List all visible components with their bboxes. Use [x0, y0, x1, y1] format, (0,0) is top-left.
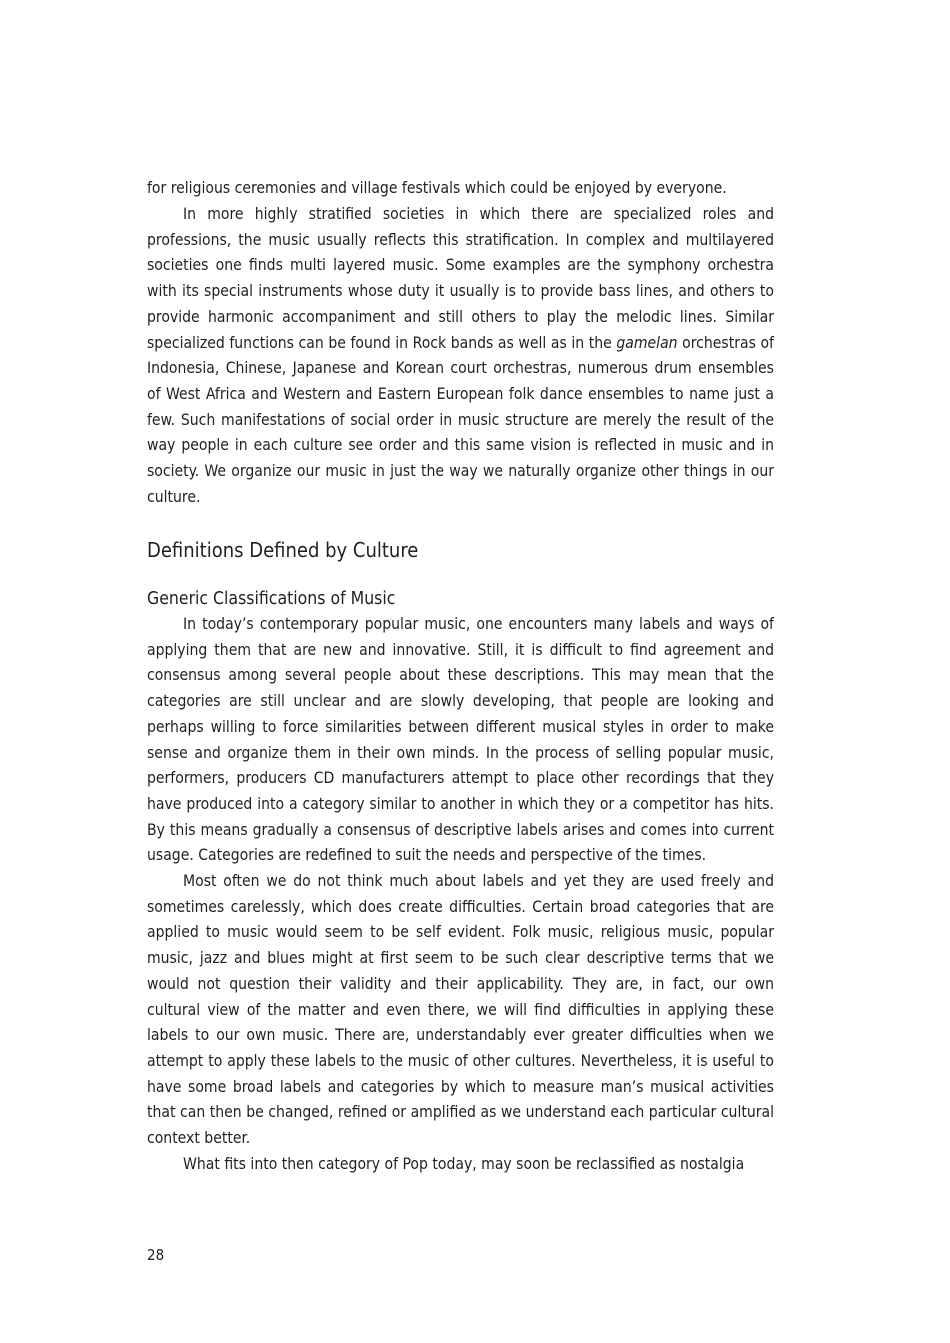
paragraph-text-start: In more highly stratified societies in which there are specialized roles and professions, the music usually reflects this stratification. In complex and multilayered societies one finds multi layered music. Some examples are the symphony orchestra with its special instruments whose duty it usually is to provide bass lines, and others to provide harmonic accompaniment and still others to play the melodic lines. Similar specialized functions can be found in Rock bands as well as in the — [147, 205, 774, 352]
gamelan-term: gamelan — [616, 333, 678, 352]
continuation-paragraph — [147, 176, 774, 202]
pop-paragraph: What fits into then category of Pop today, may soon be reclassified as nostalgia — [183, 1154, 745, 1173]
generic-classifications-body — [147, 612, 774, 1177]
contemporary-music-paragraph: In today’s contemporary popular music, one encounters many labels and ways of applying them that are new and innovative. Still, it is difficult to find agreement and consensus among several people about these descriptions. This may mean that the categories are still unclear and are slowly developing, that people are looking and perhaps willing to force similarities between different musical styles in order to make sense and organize them in their own minds. In the process of selling popular music, performers, producers CD manufacturers attempt to place other recordings that they have produced into a category similar to another in which they or a competitor has hits. By this means gradually a consensus of descriptive labels arises and comes into current usage. Categories are redefined to suit the needs and perspective of the times. — [147, 615, 774, 865]
section-heading: Definitions Defined by Culture — [147, 538, 419, 562]
page-number: 28 — [147, 1246, 165, 1264]
subsection-heading: Generic Classifications of Music — [147, 589, 396, 609]
stratified-societies-paragraph — [147, 202, 774, 510]
labels-paragraph: Most often we do not think much about labels and yet they are used freely and sometimes carelessly, which does create difficulties. Certain broad categories that are applied to music would seem to be self evident. Folk music, religious music, popular music, jazz and blues might at first seem to be such clear descriptive terms that we would not question their validity and their applicability. They are, in fact, our own cultural view of the matter and even there, we will find difficulties in applying these labels to our own music. There are, understandably ever greater difficulties when we attempt to apply these labels to the music of other cultures. Nevertheless, it is useful to have some broad labels and categories by which to measure man’s musical activities that can then be changed, refined or amplified as we understand each particular cultural context better. — [147, 872, 774, 1148]
paragraph-text — [147, 202, 774, 510]
paragraph-text-end: orchestras of Indonesia, Chinese, Japanese and Korean court orchestras, numerous drum ensembles of West Africa and Western and Eastern European folk dance ensembles to name just a few. Such manifestations of social order in music structure are merely the result of the way people in each culture see order and this same vision is reflected in music and in society. We organize our music in just the way we naturally organize other things in our culture. — [147, 333, 774, 506]
paragraph-text: for religious ceremonies and village festivals which could be enjoyed by everyone. — [147, 179, 727, 197]
